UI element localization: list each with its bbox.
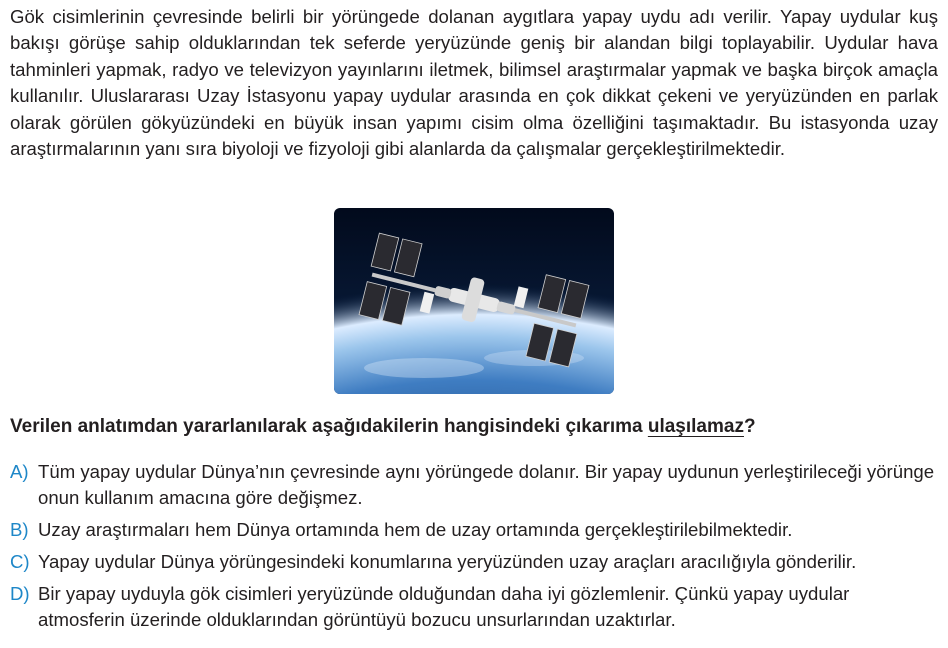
option-a-letter: A): [10, 461, 29, 482]
question-mark: ?: [743, 416, 756, 437]
option-c[interactable]: [10, 549, 940, 575]
space-station-photo: [334, 208, 614, 394]
option-d[interactable]: [10, 581, 940, 633]
option-b-text: Uzay araştırmaları hem Dünya ortamında hem de uzay ortamında gerçekleştirilebilmektedir.: [38, 519, 793, 540]
option-c-letter: C): [10, 551, 30, 572]
question-text: [10, 413, 940, 441]
option-d-text: Bir yapay uyduyla gök cisimleri yeryüzünde olduğundan daha iyi gözlemlenir. Çünkü yapay uydular atmosferin üzerinde olduklarından görüntüyü bozucu unsurlarından uzaktırlar.: [38, 583, 850, 630]
option-a[interactable]: [10, 459, 940, 511]
option-d-letter: D): [10, 583, 30, 604]
question-main: Verilen anlatımdan yararlanılarak aşağıdakilerin hangisindeki çıkarıma: [10, 416, 648, 437]
passage-text: Gök cisimlerinin çevresinde belirli bir yörüngede dolanan aygıtlara yapay uydu adı verilir. Yapay uydular kuş bakışı görüşe sahip olduklarından tek seferde yeryüzünde geniş bir alandan bilgi toplayabilir. Uydular hava tahminleri yapmak, radyo ve televizyon yayınlarını iletmek, bilimsel araştırmalar yapmak ve başka birçok amaçla kullanılır. Uluslararası Uzay İstasyonu yapay uydular arasında en çok dikkat çekeni ve yeryüzünden en parlak olarak görülen gökyüzündeki en büyük insan yapımı cisim olma özelliğini taşımaktadır. Bu istasyonda uzay araştırmalarının yanı sıra biyoloji ve fizyoloji gibi alanlarda da çalışmalar gerçekleştirilmektedir.: [10, 6, 938, 160]
space-station-illustration: [334, 208, 614, 394]
option-b-letter: B): [10, 519, 29, 540]
option-c-text: Yapay uydular Dünya yörüngesindeki konumlarına yeryüzünden uzay araçları aracılığıyla gönderilir.: [38, 551, 857, 572]
question-negation: ulaşılamaz: [647, 416, 744, 437]
option-a-text: Tüm yapay uydular Dünya’nın çevresinde aynı yörüngede dolanır. Bir yapay uydunun yerleştirileceği yörünge onun kullanım amacına göre değişmez.: [38, 461, 935, 508]
answer-options: [10, 459, 940, 639]
option-b[interactable]: [10, 517, 940, 543]
